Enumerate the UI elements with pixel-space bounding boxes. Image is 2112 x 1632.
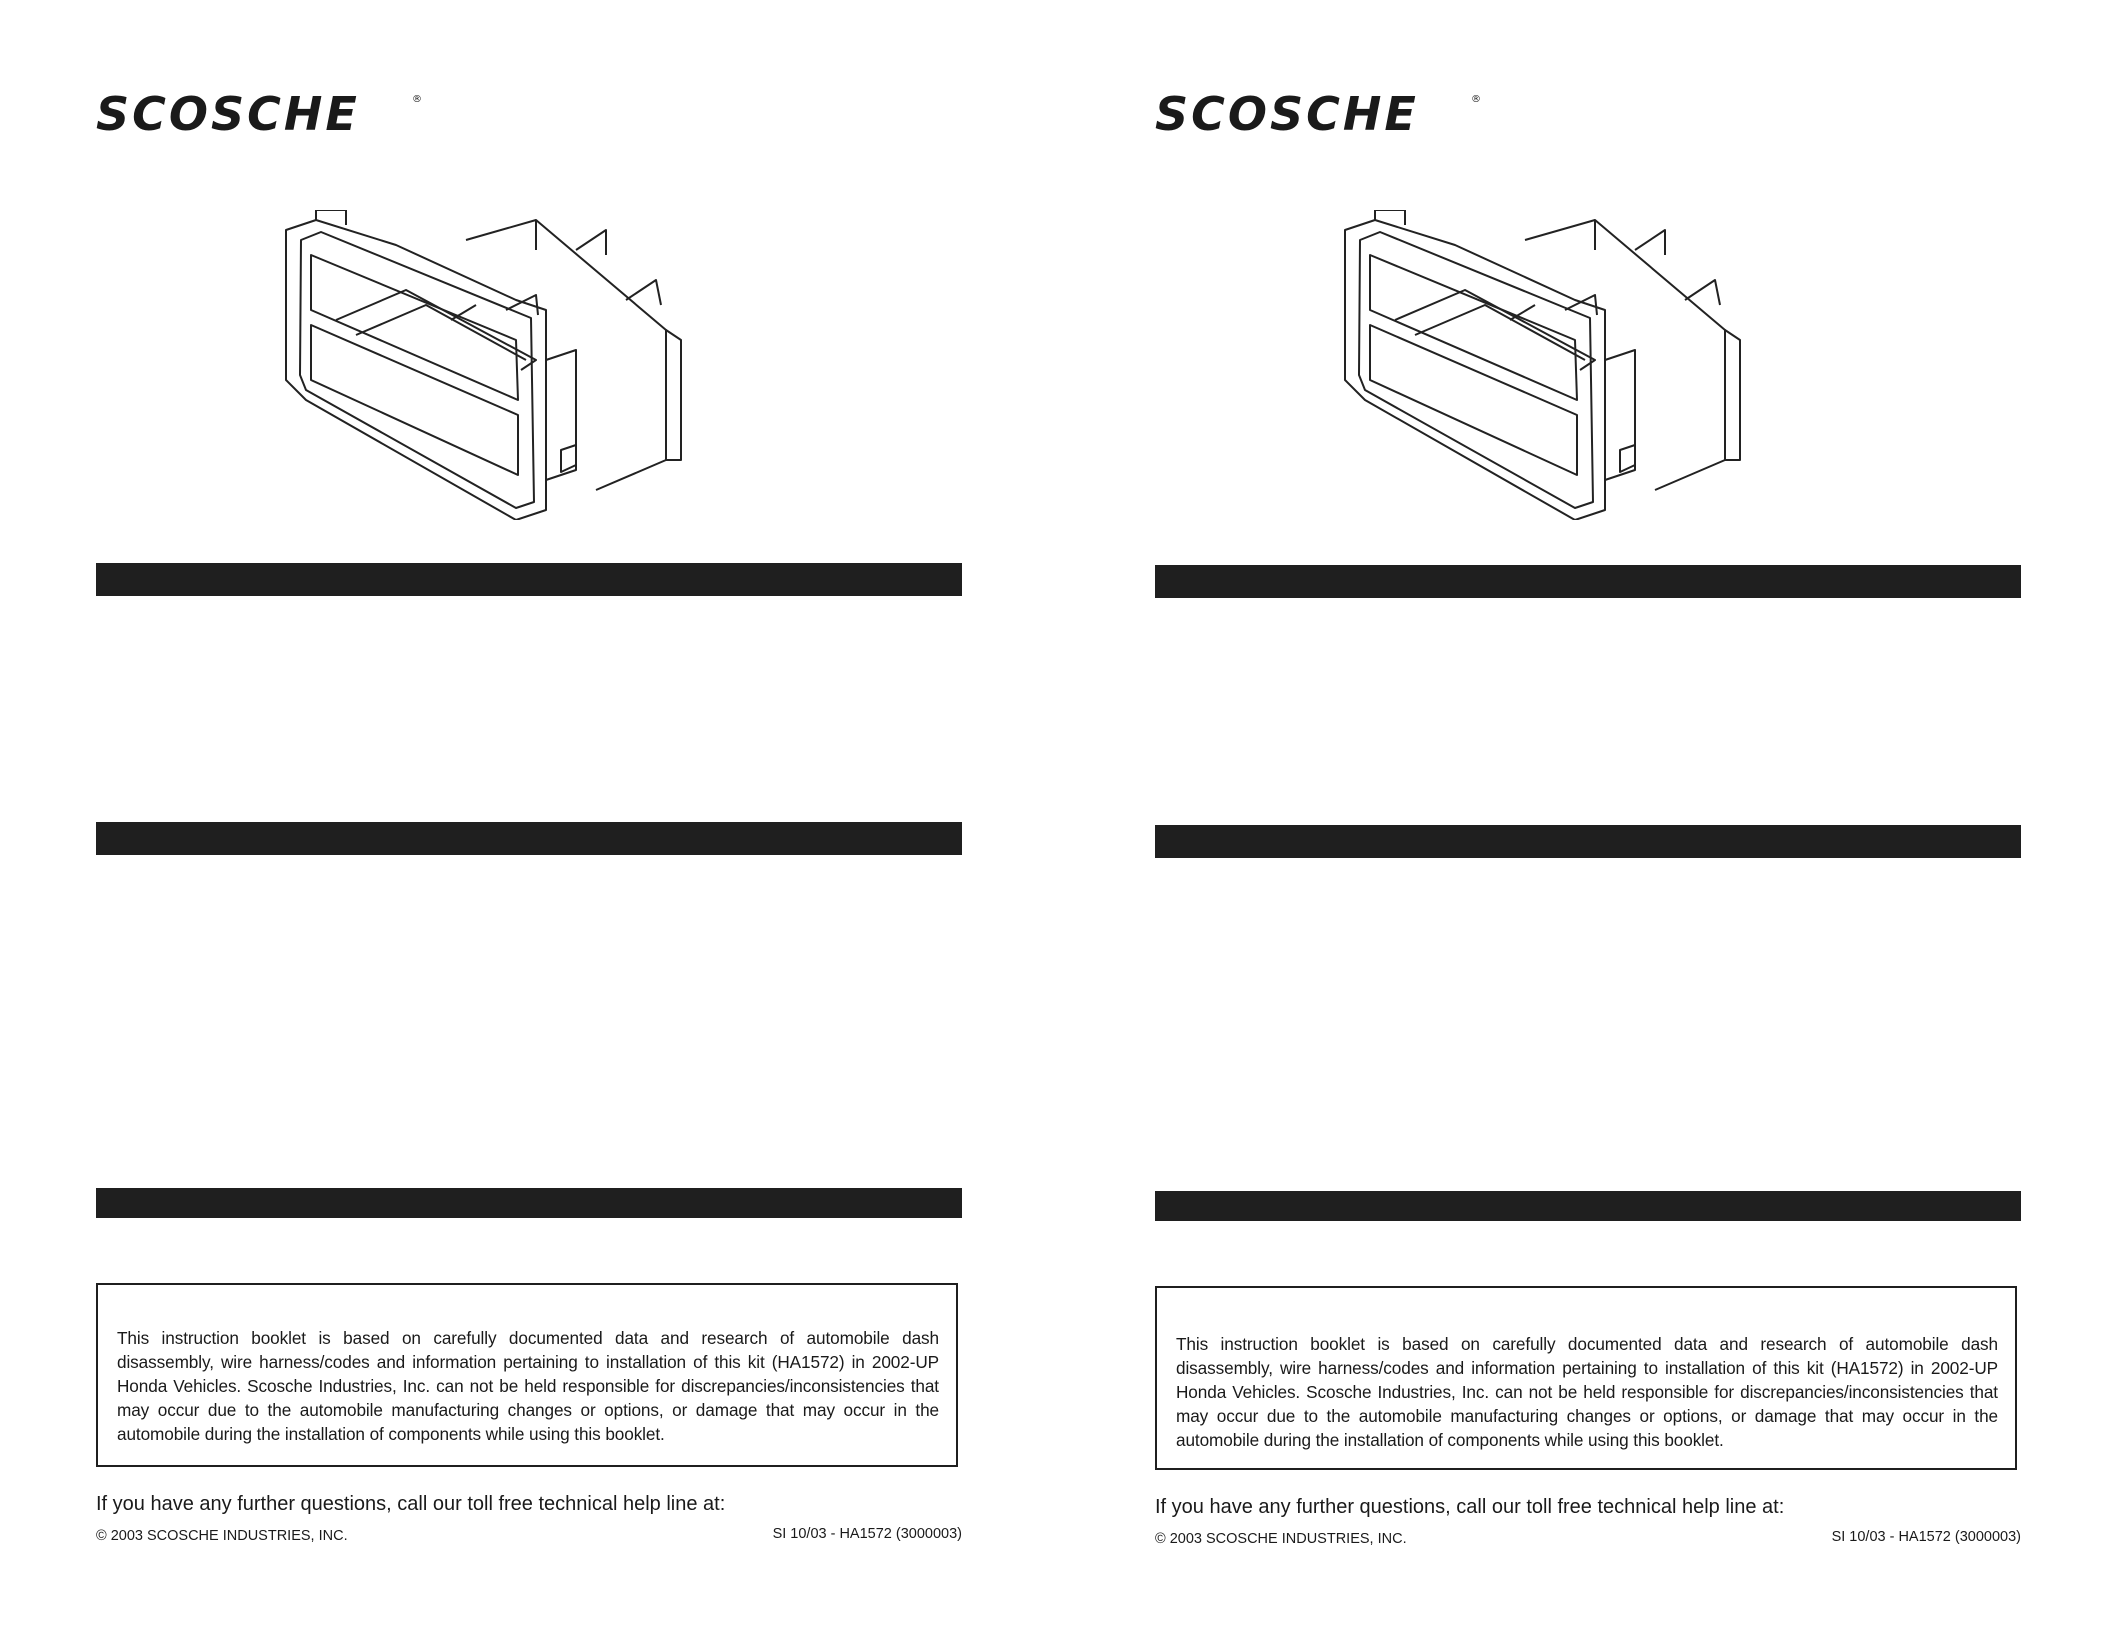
- disclaimer-box: [96, 1283, 958, 1467]
- section-header-bar: [96, 1188, 962, 1218]
- scosche-logo: [96, 88, 426, 140]
- scosche-logo-mark: [1155, 88, 1485, 140]
- registered-mark: ®: [1471, 94, 1481, 105]
- dash-kit-illustration: [276, 210, 696, 520]
- section-header-bar: [1155, 825, 2021, 858]
- section-header-bar: [96, 563, 962, 596]
- section-header-bar: [96, 822, 962, 855]
- dash-kit-illustration: [1335, 210, 1755, 520]
- section-header-bar: [1155, 565, 2021, 598]
- disclaimer-box: [1155, 1286, 2017, 1470]
- copyright-text: © 2003 SCOSCHE INDUSTRIES, INC.: [96, 1528, 348, 1544]
- disclaimer-text: This instruction booklet is based on carefully documented data and research of automobile dash disassembly, wire harness/codes and information pertaining to installation of this kit (HA1572) in 2002-UP Honda Vehicles. Scosche Industries, Inc. can not be held responsible for discrepancies/inconsistencies that may occur due to the automobile manufacturing changes or options, or damage that may occur in the automobile during the installation of components while using this booklet.: [117, 1328, 939, 1444]
- logo-wordmark: SCOSCHE: [1155, 88, 1419, 140]
- logo-wordmark: SCOSCHE: [96, 88, 360, 140]
- help-line-text: If you have any further questions, call our toll free technical help line at:: [96, 1493, 726, 1515]
- instruction-page-left: [96, 0, 1056, 1632]
- copyright-text: © 2003 SCOSCHE INDUSTRIES, INC.: [1155, 1531, 1407, 1547]
- scosche-logo: [1155, 88, 1485, 140]
- instruction-page-right: [1155, 0, 2112, 1632]
- section-header-bar: [1155, 1191, 2021, 1221]
- scosche-logo-mark: [96, 88, 426, 140]
- registered-mark: ®: [412, 94, 422, 105]
- part-code-text: SI 10/03 - HA1572 (3000003): [772, 1526, 962, 1542]
- part-code-text: SI 10/03 - HA1572 (3000003): [1831, 1529, 2021, 1545]
- help-line-text: If you have any further questions, call our toll free technical help line at:: [1155, 1496, 1785, 1518]
- disclaimer-text: This instruction booklet is based on carefully documented data and research of automobile dash disassembly, wire harness/codes and information pertaining to installation of this kit (HA1572) in 2002-UP Honda Vehicles. Scosche Industries, Inc. can not be held responsible for discrepancies/inconsistencies that may occur due to the automobile manufacturing changes or options, or damage that may occur in the automobile during the installation of components while using this booklet.: [1176, 1334, 1998, 1450]
